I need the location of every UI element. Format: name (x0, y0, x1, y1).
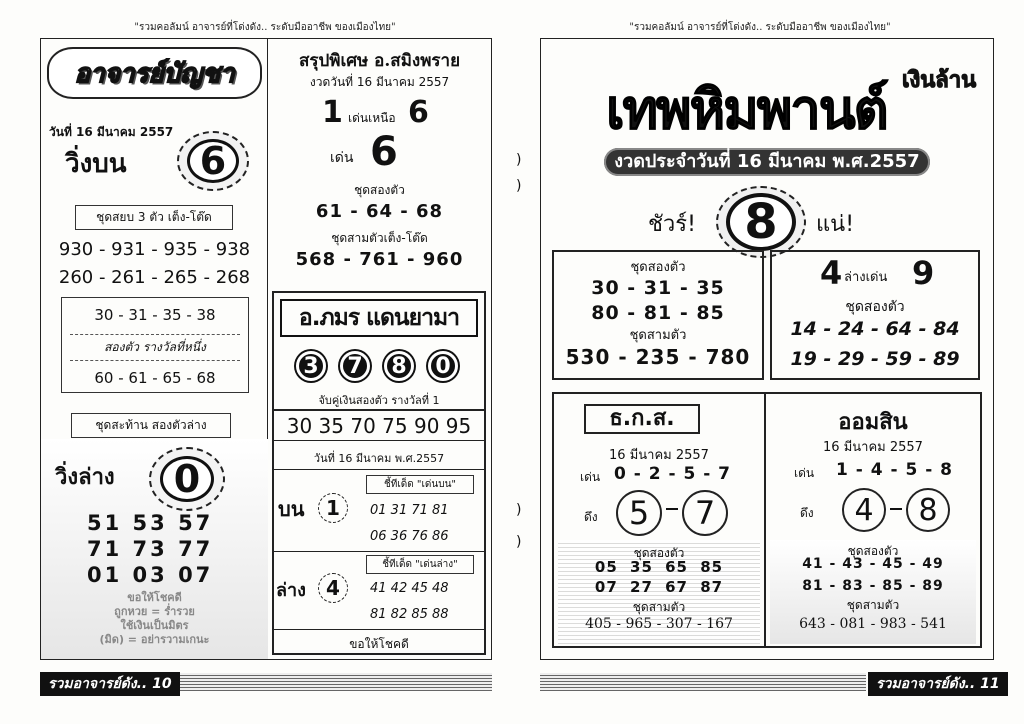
pull-label: ดึง (800, 506, 814, 520)
pull-a: 5 (628, 494, 650, 532)
lead-mid: เด่นเหนือ (348, 111, 396, 125)
pair-caption: จับคู่เงินสองตัว รางวัลที่ 1 (318, 394, 440, 407)
pull-b: 8 (918, 492, 938, 528)
sure-badge (716, 186, 806, 258)
bottom-badge (318, 573, 348, 603)
pull-a: 4 (854, 492, 874, 528)
divider (274, 629, 484, 630)
set2-label: ชุดสองตัว (845, 299, 905, 315)
set3-label: ชุดสามตัว (846, 598, 900, 612)
bracket-mark: ) (516, 534, 522, 550)
wish-block (41, 591, 268, 647)
divider (274, 551, 484, 552)
lead2-label: เด่น (330, 150, 354, 166)
row1: 30 - 31 - 35 (591, 277, 725, 299)
first-prize-box (61, 297, 249, 393)
row2: 19 - 29 - 59 - 89 (790, 348, 960, 370)
box-sets-left (552, 250, 764, 380)
grid-row3: 01 03 07 (87, 563, 214, 587)
name: ออมสิน (838, 410, 908, 435)
wish2: ถูกหวย = ร่ำรวย (114, 605, 195, 618)
lead-value: 1 - 4 - 5 - 8 (836, 460, 953, 480)
top-badge (318, 493, 348, 523)
draw-banner: งวดประจำวันที่ 16 มีนาคม พ.ศ.2557 (604, 148, 930, 176)
row3: 405 - 965 - 307 - 167 (585, 616, 733, 632)
bottom-value: 4 (326, 576, 340, 600)
row2: 80 - 81 - 85 (591, 302, 725, 324)
grid-row1: 51 53 57 (87, 511, 214, 535)
dash (666, 508, 678, 510)
bottom-caption: ชี้ทีเด็ด "เด่นล่าง" (366, 555, 474, 574)
pull-b-circle (682, 490, 728, 536)
grid-row2: 71 73 77 (87, 537, 214, 561)
run-bottom-value: 0 (173, 457, 201, 501)
run-top-badge (177, 131, 249, 191)
col-smingprai (268, 39, 491, 659)
right-footer: รวมอาจารย์ดัง.. 11 (868, 672, 1008, 696)
set3-row2: 260 - 261 - 265 - 268 (58, 267, 251, 288)
bottom-label: ชุดสะท้าน สองตัวล่าง (71, 413, 231, 438)
ball: 8 (384, 351, 414, 381)
set2-label: ชุดสองตัว (630, 260, 686, 275)
ball: 0 (428, 351, 458, 381)
run-bottom-label: วิ่งล่าง (55, 465, 115, 490)
lead-label: เด่น (794, 466, 815, 480)
ball: 3 (296, 351, 326, 381)
big-title: เทพหิมพานต์ (606, 78, 887, 141)
footer-stripes (164, 673, 492, 691)
set3-label: ชุดสามตัว (629, 328, 687, 343)
bank-baac (554, 394, 764, 646)
bank-gsb (766, 394, 980, 646)
row2: 07 27 67 87 (594, 578, 724, 596)
bracket-mark: ) (516, 152, 522, 168)
lead-right: 6 (408, 95, 429, 130)
sure-value: 8 (744, 194, 778, 250)
row1: 41 - 43 - 45 - 49 (802, 556, 944, 572)
row3: 643 - 081 - 983 - 541 (799, 616, 947, 632)
phamorn-title: อ.ภมร แดนยามา (298, 305, 460, 331)
top-value: 1 (326, 496, 340, 520)
date2: วันที่ 16 มีนาคม พ.ศ.2557 (313, 452, 445, 465)
bottom-row1: 41 42 45 48 (370, 581, 449, 596)
lead-left: 1 (322, 95, 343, 130)
small-title: เงินล้าน (902, 68, 977, 93)
run-top-value: 6 (199, 139, 227, 183)
wish4: (มิด) = อย่ารวามเกนะ (99, 633, 210, 646)
balls-row (296, 351, 458, 381)
set3-label: ชุดสามตัวเต็ง-โต๊ด (331, 231, 428, 245)
left-footer: รวมอาจารย์ดัง.. 10 (40, 672, 180, 696)
wish3: ใช้เงินเป็นมิตร (120, 619, 189, 632)
pull-b-circle (906, 488, 950, 532)
top-row2: 06 36 76 86 (370, 529, 449, 544)
left-tagline: "รวมคอลัมน์ อาจารย์ที่โด่งดัง.. ระดับมืออาชีพ ของเมืองไทย" (134, 22, 396, 33)
row3: 530 - 235 - 780 (565, 345, 751, 369)
name: ธ.ก.ส. (584, 404, 700, 434)
set3-row1: 930 - 931 - 935 - 938 (58, 239, 251, 260)
set2-value: 61 - 64 - 68 (315, 201, 444, 222)
mid: ล่างเด่น (844, 270, 888, 285)
lead-value: 0 - 2 - 5 - 7 (614, 464, 731, 484)
run-bottom-badge (149, 447, 225, 511)
left-num: 4 (820, 254, 843, 292)
footer-stripes (540, 673, 866, 691)
pull-b: 7 (694, 494, 716, 532)
run-top-label: วิ่งบน (65, 149, 127, 179)
lead-label: เด่น (580, 470, 601, 484)
set3-label: ชุดสยบ 3 ตัว เต็ง-โต๊ด (75, 205, 233, 230)
lead2-value: 6 (370, 129, 398, 175)
bracket-mark: ) (516, 178, 522, 194)
date: 16 มีนาคม 2557 (823, 440, 923, 455)
pull-a-circle (842, 488, 886, 532)
set2-label: ชุดสองตัว (847, 544, 899, 558)
title: สรุปพิเศษ อ.สมิงพราย (298, 51, 461, 71)
logo-banner (47, 47, 262, 99)
phamorn-title-box (280, 299, 478, 337)
ball: 7 (340, 351, 370, 381)
row2: 81 - 83 - 85 - 89 (802, 578, 944, 594)
right-tagline: "รวมคอลัมน์ อาจารย์ที่โด่งดัง.. ระดับมืออาชีพ ของเมืองไทย" (629, 22, 891, 33)
wish: ขอให้โชคดี (349, 637, 409, 651)
set3-label: ชุดสามตัว (632, 600, 686, 614)
box-row2: 60 - 61 - 65 - 68 (94, 369, 216, 387)
pull-a-circle (616, 490, 662, 536)
date: วันที่ 16 มีนาคม 2557 (49, 125, 174, 139)
row1: 14 - 24 - 64 - 84 (790, 318, 960, 340)
divider (274, 469, 484, 470)
bottom-row2: 81 82 85 88 (370, 607, 449, 622)
box-row1: 30 - 31 - 35 - 38 (94, 306, 216, 324)
box-label: สองตัว รางวัลที่หนึ่ง (70, 334, 240, 361)
row1: 05 35 65 85 (594, 558, 724, 576)
phamorn-box (272, 291, 486, 655)
date: งวดวันที่ 16 มีนาคม 2557 (309, 75, 450, 89)
dash (890, 508, 902, 510)
top-caption: ชี้ทีเด็ด "เด่นบน" (366, 475, 474, 494)
wish1: ขอให้โชคดี (127, 591, 182, 604)
bottom-label: ล่าง (276, 580, 306, 601)
set2-label: ชุดสองตัว (633, 546, 685, 560)
box-sets-right (770, 250, 980, 380)
right-num: 9 (912, 254, 935, 292)
top-row1: 01 31 71 81 (370, 503, 449, 518)
top-label: บน (278, 497, 305, 521)
bracket-mark: ) (516, 502, 522, 518)
date: 16 มีนาคม 2557 (609, 448, 709, 463)
logo-text: อาจารย์บัญชา (74, 58, 235, 89)
sure-label: ชัวร์! (648, 212, 696, 237)
pair-row: 30 35 70 75 90 95 (274, 409, 484, 441)
col-ajarn-buncha (41, 39, 268, 659)
sure-suffix: แน่! (816, 212, 855, 237)
set2-label: ชุดสองตัว (354, 183, 405, 197)
pull-label: ดึง (584, 510, 598, 524)
set3-value: 568 - 761 - 960 (295, 249, 464, 270)
